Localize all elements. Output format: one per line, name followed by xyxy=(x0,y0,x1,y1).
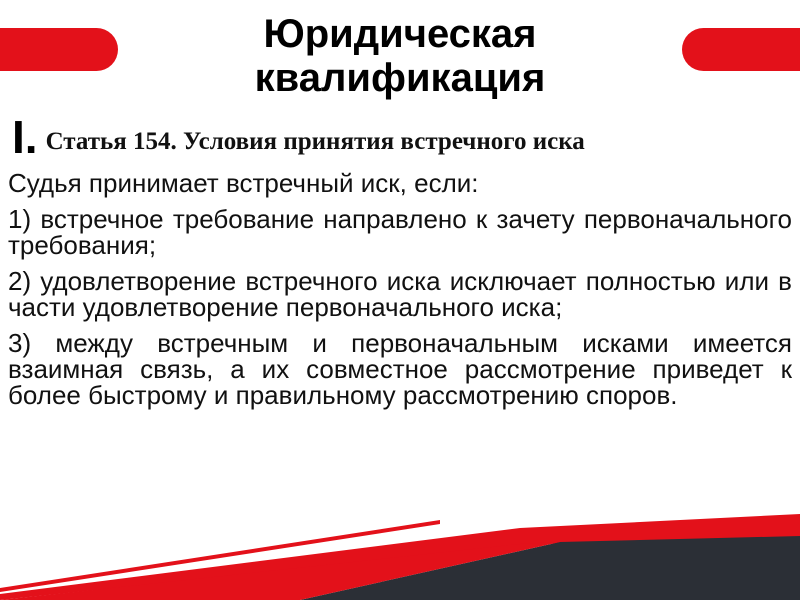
article-heading xyxy=(12,111,792,163)
condition-item-3: 3) между встречным и первоначальным исками имеется взаимная связь, а их совместное рассмотрение приведет к более быстрому и правильному рассмотрению споров. xyxy=(8,328,792,410)
intro-text: Судья принимает встречный иск, если: xyxy=(8,168,479,198)
slide-title xyxy=(160,12,640,100)
section-numeral: I. xyxy=(12,111,38,163)
left-accent-bar xyxy=(0,28,118,71)
footer-decoration xyxy=(0,500,800,600)
article-title: Статья 154. Условия принятия встречного иска xyxy=(45,128,585,155)
right-accent-bar xyxy=(682,28,800,71)
title-line-2: квалификация xyxy=(254,56,546,100)
title-line-1: Юридическая xyxy=(263,12,537,56)
article-body xyxy=(8,170,792,418)
condition-item-2: 2) удовлетворение встречного иска исключает полностью или в части удовлетворение первоначального иска; xyxy=(8,266,792,322)
condition-item-1: 1) встречное требование направлено к зачету первоначального требования; xyxy=(8,204,792,260)
